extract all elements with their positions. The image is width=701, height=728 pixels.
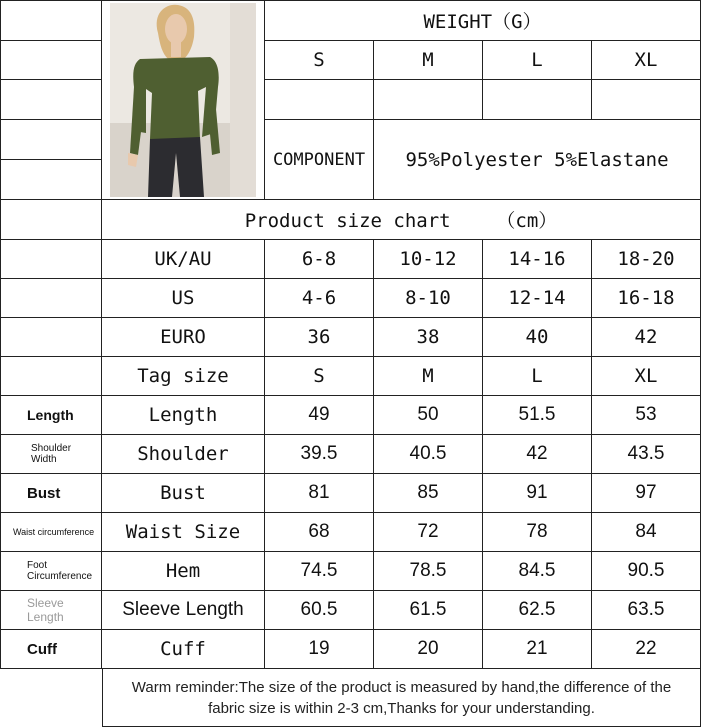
side-label-cuff: Cuff (0, 630, 102, 669)
side-label-sleeve (0, 591, 102, 630)
us-l: 12-14 (483, 279, 592, 318)
row-label-hem: Hem (102, 552, 265, 591)
row-label-cuff: Cuff (102, 630, 265, 669)
euro-xl: 42 (592, 318, 701, 357)
product-photo (110, 3, 256, 197)
row-label-waist-size: Waist Size (102, 513, 265, 552)
us-m: 8-10 (374, 279, 483, 318)
row-label-sleeve-length: Sleeve Length (102, 591, 265, 630)
empty-cell (0, 0, 102, 41)
tag-size-m: M (374, 357, 483, 396)
euro-s: 36 (265, 318, 374, 357)
row-label-uk-au: UK/AU (102, 240, 265, 279)
weight-value-l (483, 80, 592, 120)
length-l: 51.5 (483, 396, 592, 435)
empty-cell (0, 200, 102, 240)
hem-s: 74.5 (265, 552, 374, 591)
cuff-s: 19 (265, 630, 374, 669)
empty-cell (0, 279, 102, 318)
cuff-xl: 22 (592, 630, 701, 669)
size-chart-title-text: Product size chart （cm） (244, 210, 558, 232)
weight-value-s (265, 80, 374, 120)
uk-au-l: 14-16 (483, 240, 592, 279)
hem-l: 84.5 (483, 552, 592, 591)
sleeve-l: 62.5 (483, 591, 592, 630)
shoulder-m: 40.5 (374, 435, 483, 474)
length-m: 50 (374, 396, 483, 435)
bust-s: 81 (265, 474, 374, 513)
warm-reminder: Warm reminder:The size of the product is measured by hand,the difference of the fabric size is within 2-3 cm,Thanks for your understanding. (102, 669, 701, 727)
empty-cell (0, 240, 102, 279)
weight-size-s: S (265, 41, 374, 80)
side-label-hem-text: Foot Circumference (27, 560, 93, 582)
cuff-l: 21 (483, 630, 592, 669)
weight-value-xl (592, 80, 701, 120)
component-value: 95%Polyester 5%Elastane (374, 120, 701, 200)
length-xl: 53 (592, 396, 701, 435)
euro-m: 38 (374, 318, 483, 357)
weight-size-xl: XL (592, 41, 701, 80)
empty-cell (0, 41, 102, 80)
euro-l: 40 (483, 318, 592, 357)
row-label-bust: Bust (102, 474, 265, 513)
sleeve-m: 61.5 (374, 591, 483, 630)
uk-au-m: 10-12 (374, 240, 483, 279)
side-label-length: Length (0, 396, 102, 435)
sleeve-xl: 63.5 (592, 591, 701, 630)
us-s: 4-6 (265, 279, 374, 318)
side-label-shoulder (0, 435, 102, 474)
shoulder-xl: 43.5 (592, 435, 701, 474)
empty-cell (0, 120, 102, 160)
tag-size-s: S (265, 357, 374, 396)
length-s: 49 (265, 396, 374, 435)
row-label-shoulder: Shoulder (102, 435, 265, 474)
model-face (165, 14, 187, 44)
waist-s: 68 (265, 513, 374, 552)
weight-header: WEIGHT（G） (265, 0, 701, 41)
hem-m: 78.5 (374, 552, 483, 591)
tag-size-xl: XL (592, 357, 701, 396)
bust-xl: 97 (592, 474, 701, 513)
empty-cell (0, 318, 102, 357)
photo-shadow (230, 3, 256, 197)
waist-xl: 84 (592, 513, 701, 552)
side-label-waist (0, 513, 102, 552)
empty-cell (0, 160, 102, 200)
sleeve-s: 60.5 (265, 591, 374, 630)
weight-size-l: L (483, 41, 592, 80)
weight-size-m: M (374, 41, 483, 80)
tag-size-l: L (483, 357, 592, 396)
bust-m: 85 (374, 474, 483, 513)
shoulder-l: 42 (483, 435, 592, 474)
side-label-sleeve-text: Sleeve Length (27, 596, 64, 624)
component-label: COMPONENT (265, 120, 374, 200)
side-label-hem (0, 552, 102, 591)
row-label-length: Length (102, 396, 265, 435)
side-label-waist-text: Waist circumference (13, 526, 95, 537)
uk-au-s: 6-8 (265, 240, 374, 279)
empty-cell (0, 357, 102, 396)
row-label-euro: EURO (102, 318, 265, 357)
waist-m: 72 (374, 513, 483, 552)
side-label-shoulder-text: Shoulder Width (31, 443, 72, 465)
hem-xl: 90.5 (592, 552, 701, 591)
empty-cell (0, 80, 102, 120)
cuff-m: 20 (374, 630, 483, 669)
weight-value-m (374, 80, 483, 120)
product-photo-cell (102, 0, 265, 200)
uk-au-xl: 18-20 (592, 240, 701, 279)
row-label-us: US (102, 279, 265, 318)
us-xl: 16-18 (592, 279, 701, 318)
side-label-bust: Bust (0, 474, 102, 513)
size-chart-title (102, 200, 701, 240)
shoulder-s: 39.5 (265, 435, 374, 474)
row-label-tag-size: Tag size (102, 357, 265, 396)
waist-l: 78 (483, 513, 592, 552)
model-neck (171, 41, 181, 57)
bust-l: 91 (483, 474, 592, 513)
